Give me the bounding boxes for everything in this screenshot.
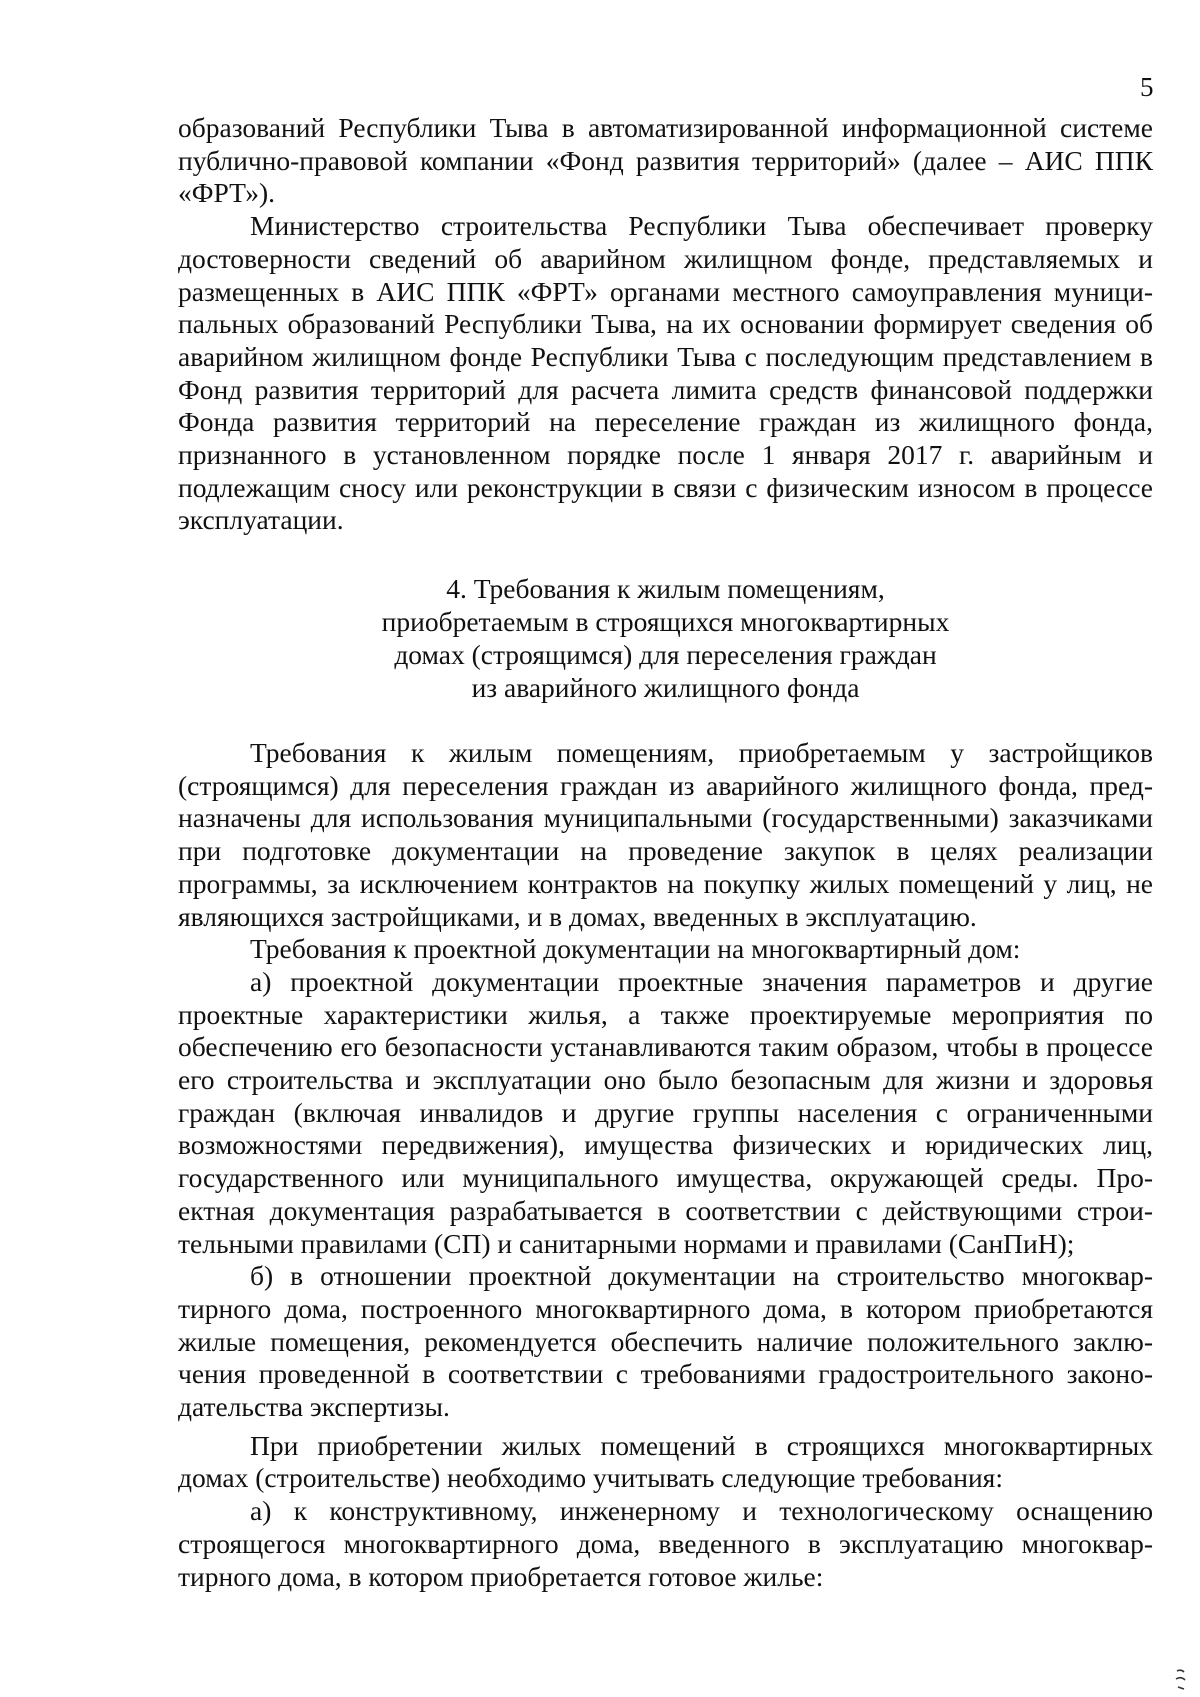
paragraph: образований Республики Тыва в автоматизированной информационной системе публично-правовой компании «Фонд развития территорий» (далее – АИС ППК «ФРТ»). [178,112,1153,209]
scan-mark-icon [1174,1667,1188,1693]
paragraph: а) к конструктивному, инженерному и технологическому оснащению строящегося многоквартирного дома, введенного в эксплуатацию многоквартирного дома, в котором приобретается готовое жилье: [178,1495,1153,1592]
paragraph: а) проектной документации проектные значения параметров и другие проектные характеристики жилья, а также проектируемые мероприятия по обеспечению его безопасности устанавливаются таким образом, чтобы в процессе его строительства и эксплуатации оно было безопасным для жизни и здоровья граждан (включая инвалидов и другие группы населения с ограниченными возможностями передвижения), имущества физических и юридических лиц, государственного или муниципального имущества, окружающей среды. Проектная документация разрабатывается в соответствии с действующими строительными правилами (СП) и санитарными нормами и правилами (СанПиН); [178,965,1153,1259]
heading-line: из аварийного жилищного фонда [471,672,860,703]
paragraph: б) в отношении проектной документации на строительство многоквартирного дома, построенного многоквартирного дома, в котором приобретаются жилые помещения, рекомендуется обеспечить наличие положительного заключения проведенной в соответствии с требованиями градостроительного законодательства экспертизы. [178,1260,1153,1423]
heading-line: 4. Требования к жилым помещениям, [446,573,885,604]
heading-line: домах (строящимся) для переселения граждан [394,639,937,670]
section-heading [178,572,1153,704]
page-number: 5 [1140,72,1154,102]
paragraph: Требования к проектной документации на многоквартирный дом: [250,933,1021,965]
paragraph: При приобретении жилых помещений в строящихся многоквартирных домах (строительстве) необходимо учитывать следующие требования: [178,1429,1153,1494]
top-text-block [178,112,1153,537]
heading-line: приобретаемым в строящихся многоквартирных [381,606,950,637]
bottom-text-block [178,737,1153,1593]
paragraph: Министерство строительства Республики Тыва обеспечивает проверку достоверности сведений об аварийном жилищном фонде, представляемых и размещенных в АИС ППК «ФРТ» органами местного самоуправления муниципальных образований Республики Тыва, на их основании формирует сведения об аварийном жилищном фонде Республики Тыва с последующим представлением в Фонд развития территорий для расчета лимита средств финансовой поддержки Фонда развития территорий на переселение граждан из жилищного фонда, признанного в установленном порядке после 1 января 2017 г. аварийным и подлежащим сносу или реконструкции в связи с физическим износом в процессе эксплуатации. [178,210,1153,536]
paragraph: Требования к жилым помещениям, приобретаемым у застройщиков (строящимся) для переселения граждан из аварийного жилищного фонда, предназначены для использования муниципальными (государственными) заказчиками при подготовке документации на проведение закупок в целях реализации программы, за исключением контрактов на покупку жилых помещений у лиц, не являющихся застройщиками, и в домах, введенных в эксплуатацию. [178,737,1153,932]
